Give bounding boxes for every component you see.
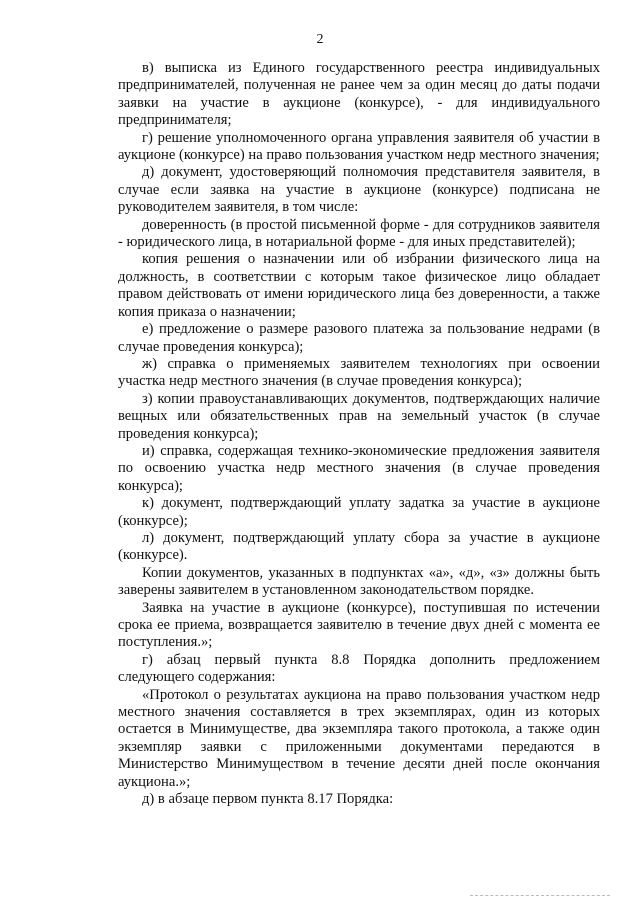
paragraph-g-amendment-8-8: г) абзац первый пункта 8.8 Порядка дополнить предложением следующего содержания:: [118, 651, 600, 686]
paragraph-protocol-quote: «Протокол о результатах аукциона на право пользования участком недр местного значения составляется в трех экземплярах, один из которых остается в Минимуществе, два экземпляра такого протокола, а также один экземпляр заявки с приложенными документами передаются в Министерство Минимуществом в течение десяти дней после окончания аукциона.»;: [118, 686, 600, 790]
scan-edge-mark: [470, 895, 610, 897]
paragraph-d-amendment-8-17: д) в абзаце первом пункта 8.17 Порядка:: [142, 791, 394, 808]
document-body: [118, 60, 600, 808]
paragraph-z-land-rights: з) копии правоустанавливающих документов, подтверждающих наличие вещных или обязательственных прав на земельный участок (в случае проведения конкурса);: [118, 390, 600, 442]
paragraph-zh-technology-note: ж) справка о применяемых заявителем технологиях при освоении участка недр местного значения (в случае проведения конкурса);: [118, 355, 600, 390]
page-number: 2: [316, 32, 324, 47]
paragraph-l-fee-payment: л) документ, подтверждающий уплату сбора за участие в аукционе (конкурсе).: [118, 529, 600, 564]
paragraph-power-of-attorney: доверенность (в простой письменной форме - для сотрудников заявителя - юридического лица, в нотариальной форме - для иных представителей);: [118, 216, 600, 251]
paragraph-e-payment-offer: е) предложение о размере разового платежа за пользование недрами (в случае проведения конкурса);: [118, 321, 600, 355]
paragraph-v-ip-extract: в) выписка из Единого государственного реестра индивидуальных предпринимателей, полученная не ранее чем за один месяц до даты подачи заявки на участие в аукционе (конкурсе), - для индивидуального предпринимателя;: [118, 60, 600, 129]
paragraph-i-tech-economic: и) справка, содержащая технико-экономические предложения заявителя по освоению участка недр местного значения (в случае проведения конкурса);: [118, 442, 600, 494]
paragraph-copies-certified: Копии документов, указанных в подпунктах «а», «д», «з» должны быть заверены заявителем в установленном законодательством порядке.: [118, 564, 600, 599]
paragraph-late-application: Заявка на участие в аукционе (конкурсе), поступившая по истечении срока ее приема, возвращается заявителю в течение двух дней с момента ее поступления.»;: [118, 599, 600, 651]
paragraph-d-authority-document: д) документ, удостоверяющий полномочия представителя заявителя, в случае если заявка на участие в аукционе (конкурсе) подписана не руководителем заявителя, в том числе:: [118, 164, 600, 216]
paragraph-g-decision: г) решение уполномоченного органа управления заявителя об участии в аукционе (конкурсе) на право пользования участком недр местного значения;: [118, 129, 600, 164]
paragraph-k-deposit-payment: к) документ, подтверждающий уплату задатка за участие в аукционе (конкурсе);: [118, 495, 600, 529]
paragraph-appointment-copy: копия решения о назначении или об избрании физического лица на должность, в соответствии с которым такое физическое лицо обладает правом действовать от имени юридического лица без доверенности, а также копия приказа о назначении;: [118, 251, 600, 320]
